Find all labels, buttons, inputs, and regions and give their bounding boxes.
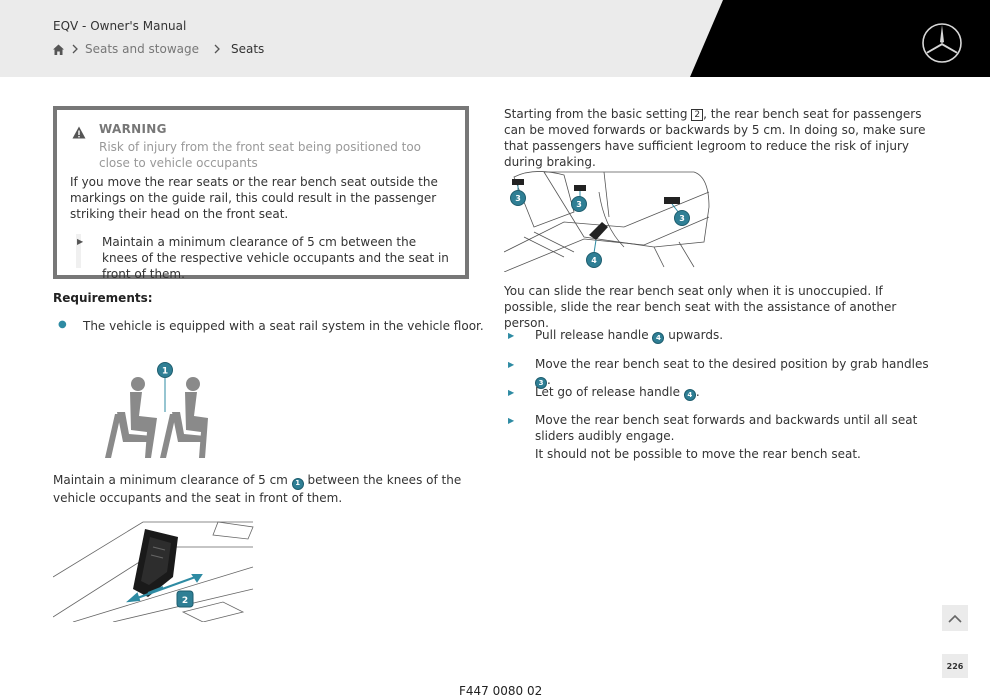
brand-star-logo xyxy=(921,22,963,64)
warning-step xyxy=(70,234,455,281)
intro-text-after: , the rear bench seat for passengers can be moved forwards or backwards by 5 cm. In doing so, make sure that passengers have sufficient legroom to reduce the risk of injury during braking. xyxy=(504,107,926,169)
slide-info-paragraph: You can slide the rear bench seat only when it is unoccupied. If possible, slide the rear bench seat with the assistance of another person. xyxy=(504,284,897,330)
figure-callout-3c: 3 xyxy=(679,214,685,223)
warning-subtitle: Risk of injury from the front seat being positioned too close to vehicle occupants xyxy=(99,140,422,170)
step-text: Pull release handle xyxy=(535,328,649,342)
intro-text-before: Starting from the basic setting xyxy=(504,107,688,121)
scroll-to-top-button[interactable] xyxy=(942,605,968,631)
warning-triangle-icon xyxy=(72,126,86,139)
chevron-right-icon xyxy=(65,44,85,54)
app-title: EQV - Owner's Manual xyxy=(53,19,187,33)
seats-clearance-figure xyxy=(95,360,210,462)
seat-rail-figure xyxy=(53,517,255,622)
basic-setting-paragraph xyxy=(504,106,929,170)
step-text: Let go of release handle xyxy=(535,385,681,399)
requirements-title: Requirements: xyxy=(53,291,153,305)
step-item xyxy=(504,327,929,344)
clearance-text-before: Maintain a minimum clearance of 5 cm xyxy=(53,473,288,487)
step-text: Move the rear bench seat to the desired position by grab handles xyxy=(535,357,929,371)
callout-badge: 1 xyxy=(292,478,304,490)
breadcrumb-seats: Seats xyxy=(230,42,265,56)
breadcrumb-seats-and-stowage[interactable]: Seats and stowage xyxy=(85,42,199,56)
callout-badge: 4 xyxy=(652,332,664,344)
result-note: It should not be possible to move the rear bench seat. xyxy=(535,447,861,461)
requirement-item: The vehicle is equipped with a seat rail system in the vehicle floor. xyxy=(83,319,484,333)
figure-callout-2: 2 xyxy=(181,596,189,606)
warning-step-text: Maintain a minimum clearance of 5 cm between the knees of the respective vehicle occupants and the seat in front of them. xyxy=(102,235,449,281)
home-icon[interactable] xyxy=(52,43,65,56)
figure-callout-3a: 3 xyxy=(515,194,521,203)
step-arrow-icon: ▶ xyxy=(77,237,84,246)
step-arrow-icon: ▶ xyxy=(508,360,515,369)
figure-callout-4: 4 xyxy=(591,256,597,265)
clearance-paragraph xyxy=(53,472,463,507)
clearance-text-after: between the knees of the vehicle occupants and the seat in front of them. xyxy=(53,473,462,505)
callout-badge: 4 xyxy=(684,389,696,401)
boxed-number: 2 xyxy=(691,109,703,121)
step-text: Move the rear bench seat forwards and backwards until all seat sliders audibly engage. xyxy=(535,413,918,443)
step-item xyxy=(504,384,929,401)
chevron-up-icon xyxy=(948,614,962,623)
page-number: 226 xyxy=(942,654,968,678)
chevron-right-icon xyxy=(207,44,227,54)
warning-title: WARNING xyxy=(99,122,167,136)
step-text-after: . xyxy=(547,373,551,387)
callout-badge: 3 xyxy=(535,377,547,389)
warning-box xyxy=(53,106,469,279)
figure-callout-1: 1 xyxy=(161,366,169,377)
bench-seat-figure xyxy=(504,167,712,272)
figure-callout-3b: 3 xyxy=(576,200,582,209)
bullet-icon: ● xyxy=(58,319,67,330)
step-text-after: . xyxy=(695,385,700,399)
warning-body: If you move the rear seats or the rear bench seat outside the markings on the guide rail, this could result in the passenger striking their head on the front seat. xyxy=(70,175,438,221)
figure-code: F447 0080 02 xyxy=(459,684,543,698)
step-arrow-icon: ▶ xyxy=(508,388,515,397)
step-arrow-icon: ▶ xyxy=(508,416,515,425)
breadcrumb xyxy=(52,42,264,56)
step-text-after: upwards. xyxy=(668,328,724,342)
step-arrow-icon: ▶ xyxy=(508,331,515,340)
step-item xyxy=(504,412,929,444)
